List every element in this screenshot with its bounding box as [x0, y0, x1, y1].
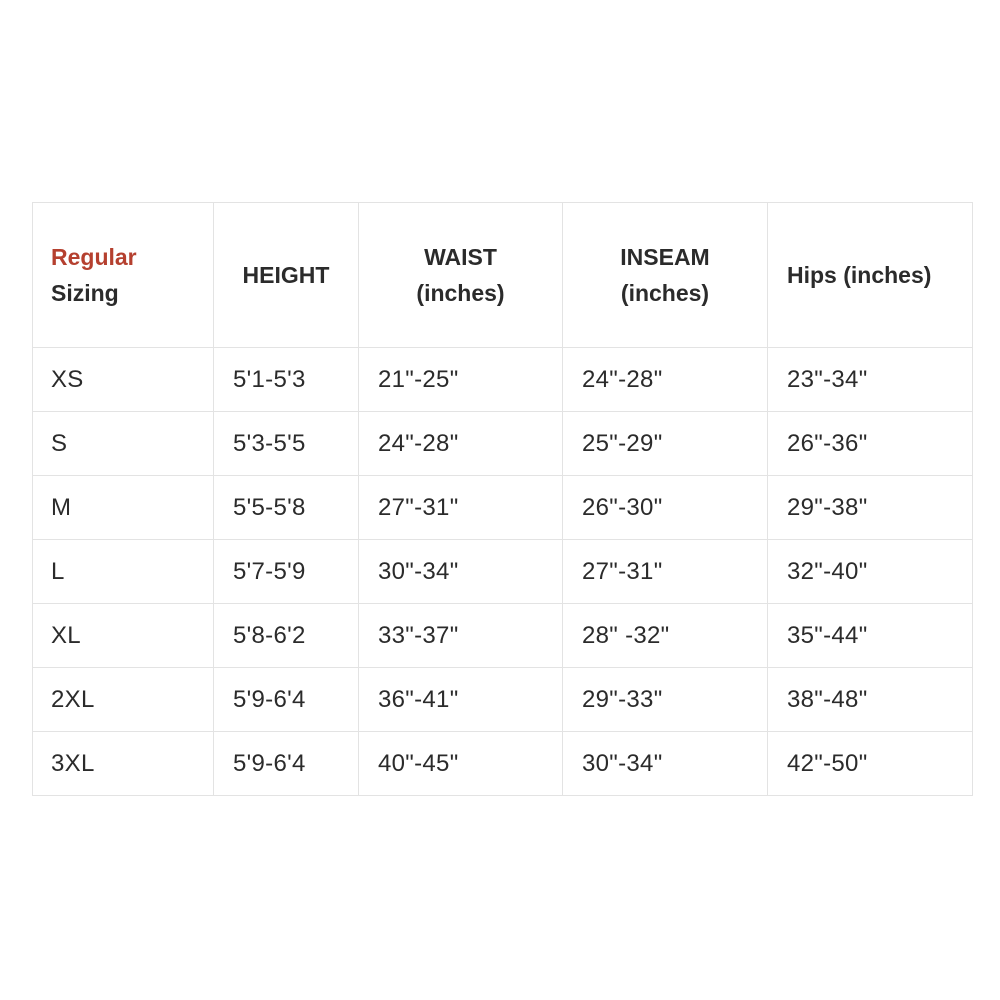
table-header-row	[33, 203, 973, 348]
cell-waist: 36"-41"	[359, 668, 563, 732]
cell-height: 5'7-5'9	[214, 540, 359, 604]
cell-size: M	[33, 476, 214, 540]
table-row	[33, 604, 973, 668]
header-inseam	[563, 203, 768, 348]
cell-height: 5'3-5'5	[214, 412, 359, 476]
header-inseam-unit: (inches)	[620, 280, 710, 306]
table-row	[33, 348, 973, 412]
cell-height: 5'1-5'3	[214, 348, 359, 412]
table-row	[33, 476, 973, 540]
header-waist	[359, 203, 563, 348]
table-row	[33, 412, 973, 476]
cell-hips: 32"-40"	[768, 540, 973, 604]
cell-height: 5'5-5'8	[214, 476, 359, 540]
size-chart-table	[32, 202, 973, 796]
table-row	[33, 540, 973, 604]
header-hips: Hips (inches)	[768, 203, 973, 348]
cell-waist: 33"-37"	[359, 604, 563, 668]
cell-hips: 29"-38"	[768, 476, 973, 540]
header-waist-unit: (inches)	[416, 280, 505, 306]
header-waist-label: WAIST	[424, 244, 497, 270]
cell-hips: 23"-34"	[768, 348, 973, 412]
cell-inseam: 25"-29"	[563, 412, 768, 476]
cell-waist: 24"-28"	[359, 412, 563, 476]
cell-height: 5'8-6'2	[214, 604, 359, 668]
cell-inseam: 28" -32"	[563, 604, 768, 668]
cell-hips: 35"-44"	[768, 604, 973, 668]
cell-waist: 30"-34"	[359, 540, 563, 604]
cell-hips: 26"-36"	[768, 412, 973, 476]
cell-inseam: 24"-28"	[563, 348, 768, 412]
header-regular-sizing	[33, 203, 214, 348]
cell-hips: 38"-48"	[768, 668, 973, 732]
cell-inseam: 26"-30"	[563, 476, 768, 540]
cell-size: XS	[33, 348, 214, 412]
cell-hips: 42"-50"	[768, 732, 973, 796]
header-height: HEIGHT	[214, 203, 359, 348]
cell-size: L	[33, 540, 214, 604]
table-row	[33, 668, 973, 732]
cell-size: 2XL	[33, 668, 214, 732]
cell-inseam: 30"-34"	[563, 732, 768, 796]
cell-size: 3XL	[33, 732, 214, 796]
header-sizing-label: Sizing	[51, 280, 119, 306]
cell-size: XL	[33, 604, 214, 668]
cell-waist: 27"-31"	[359, 476, 563, 540]
table-row	[33, 732, 973, 796]
cell-size: S	[33, 412, 214, 476]
cell-waist: 40"-45"	[359, 732, 563, 796]
cell-inseam: 27"-31"	[563, 540, 768, 604]
cell-height: 5'9-6'4	[214, 732, 359, 796]
header-regular-label: Regular	[51, 244, 137, 270]
header-inseam-label: INSEAM	[620, 244, 710, 270]
cell-waist: 21"-25"	[359, 348, 563, 412]
cell-inseam: 29"-33"	[563, 668, 768, 732]
cell-height: 5'9-6'4	[214, 668, 359, 732]
